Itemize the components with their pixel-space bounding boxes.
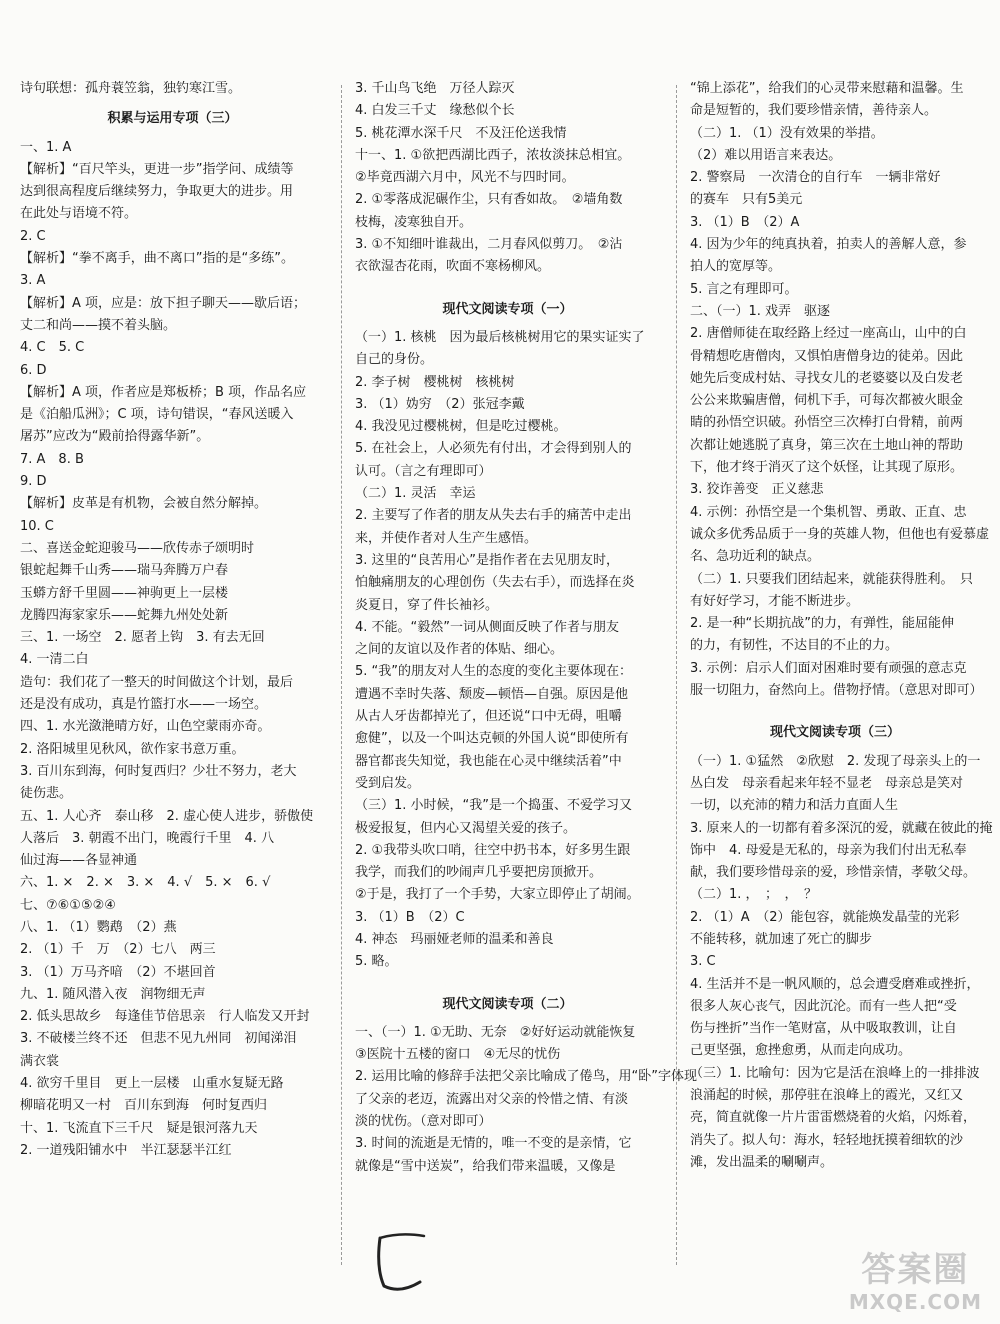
spacer	[355, 974, 660, 986]
answer-line: 枝梅，凌寒独自开。	[355, 214, 473, 230]
answer-line: 满衣裳	[20, 1053, 60, 1069]
answer-line: 滩，发出温柔的唰唰声。	[690, 1154, 834, 1170]
answer-line: 衣欲湿杏花雨，吹面不寒杨柳风。	[355, 259, 551, 275]
answer-line: 2. ①零落成泥碾作尘，只有香如故。 ②墙角数	[355, 192, 623, 208]
answer-line: 自己的身份。	[355, 352, 434, 368]
answer-line: 4. 一清二白	[20, 652, 89, 668]
answer-line: 5. “我”的朋友对人生的态度的变化主要体现在：	[355, 664, 633, 680]
answer-line: 龙腾四海家家乐——蛇舞九州处处新	[20, 607, 229, 623]
answer-line: 诗句联想：孤舟蓑笠翁，独钓寒江雪。	[20, 81, 242, 96]
answer-line: 八、1. （1）鹦鹉 （2）燕	[20, 919, 177, 935]
answer-line: “锦上添花”，给我们的心灵带来慰藉和温馨。生	[690, 81, 964, 96]
answer-line: 遭遇不幸时失落、颓废—顿悟—自强。原因是他	[355, 686, 629, 702]
answer-line: 了父亲的老迈，流露出对父亲的怜惜之情、有淡	[355, 1091, 629, 1107]
answer-line: 2. 低头思故乡 每逢佳节倍思亲 行人临发又开封	[20, 1009, 310, 1025]
answer-line: 认可。（言之有理即可）	[355, 463, 492, 479]
answer-line: 4. 生活并不是一帆风顺的，总会遭受磨难或挫折，	[690, 976, 980, 992]
answer-line: 己更坚强，愈挫愈勇，从而走向成功。	[690, 1043, 912, 1059]
answer-line: 淡的忧伤。（意对即可）	[355, 1114, 492, 1130]
answer-line: （三）1. 小时候，“我”是一个捣蛋、不爱学习又	[355, 798, 633, 814]
answer-line: 器官都丧失知觉，我也能在心灵中继续活着”中	[355, 753, 622, 769]
answer-line: 柳暗花明又一村 百川东到海 何时复西归	[20, 1098, 268, 1114]
answer-line: 仙过海——各显神通	[20, 853, 138, 869]
answer-line: 3. （1）万马齐喑 （2）不堪回首	[20, 964, 216, 980]
answer-line: 七、⑦⑥①⑤②④	[20, 897, 116, 913]
section-heading: 积累与运用专项（三）	[107, 111, 238, 127]
watermark-text: 答案圈	[861, 1250, 970, 1290]
answer-line: （二）1. 灵活 幸运	[355, 486, 476, 502]
answer-line: 2. （1）千 万 （2）七八 两三	[20, 942, 216, 958]
answer-line: 五、1. 人心齐 泰山移 2. 虚心使人进步，骄傲使	[20, 808, 314, 824]
answer-line: 六、1. × 2. × 3. × 4. √ 5. × 6. √	[20, 875, 271, 891]
answer-line: 3. 原来人的一切都有着多深沉的爱，就藏在彼此的掩	[690, 820, 993, 836]
answer-line: 3. 狡诈善变 正义慈悲	[690, 482, 824, 498]
answer-line: （一）1. 核桃 因为最后核桃树用它的果实证实了	[355, 329, 645, 345]
answer-line: 九、1. 随风潜入夜 润物细无声	[20, 986, 206, 1002]
answer-line: 十一、1. ①欲把西湖比西子，浓妆淡抹总相宜。	[355, 147, 631, 163]
answer-line: 屠苏”应改为“殿前拾得露华新”。	[20, 429, 210, 445]
answer-line: 【解析】A 项，作者应是郑板桥；B 项，作品名应	[20, 384, 307, 400]
answer-line: 3. （1）妫穷 （2）张冠李戴	[355, 396, 525, 412]
page-number-mark	[370, 1228, 430, 1298]
answer-line: 十、1. 飞流直下三千尺 疑是银河落九天	[20, 1120, 258, 1136]
answer-line: 【解析】“拳不离手，曲不离口”指的是“多练”。	[20, 251, 294, 267]
column-divider	[676, 85, 677, 1265]
answer-line: 6. D	[20, 362, 47, 378]
answer-line: 人落后 3. 朝霞不出门，晚霞行千里 4. 八	[20, 830, 275, 846]
answer-line: （二）1. （1）没有效果的举措。	[690, 125, 884, 141]
answer-line: （2）难以用语言来表达。	[690, 147, 842, 163]
answer-line: 2. （1）A （2）能包容，就能焕发晶莹的光彩	[690, 909, 960, 925]
answer-line: 2. 运用比喻的修辞手法把父亲比喻成了倦鸟，用“卧”字体现	[355, 1069, 698, 1085]
answer-line: 2. 主要写了作者的朋友从失去右手的痛苦中走出	[355, 508, 632, 524]
answer-line: 3. C	[690, 954, 716, 970]
answer-line: 愈健”，以及一个叫达克顿的外国人说“即使所有	[355, 731, 629, 747]
answer-line: 5. 在社会上，人必须先有付出，才会得到别人的	[355, 441, 632, 457]
answer-line: 2. 警察局 一次清仓的自行车 一辆非常好	[690, 170, 941, 186]
answer-line: 徒伤悲。	[20, 786, 73, 802]
answer-line: 4. C 5. C	[20, 340, 85, 356]
answer-line: 名、急功近利的缺点。	[690, 549, 821, 565]
answer-line: 伤与挫折”当作一笔财富，从中吸取教训，让自	[690, 1021, 957, 1037]
answer-line: 4. 神态 玛丽娅老师的温柔和善良	[355, 931, 554, 947]
spacer	[690, 702, 980, 714]
answer-line: 4. 因为少年的纯真执着，拍卖人的善解人意，参	[690, 237, 967, 253]
spacer	[355, 279, 660, 291]
answer-line: 3. （1）B （2）C	[355, 909, 465, 925]
answer-line: 有好好学习，才能不断进步。	[690, 593, 860, 609]
answer-line: 从古人牙齿都掉光了，但还说“口中无碍，咀嚼	[355, 709, 622, 725]
answer-line: （三）1. 比喻句：因为它是活在浪峰上的一排排波	[690, 1065, 980, 1081]
answer-line: 一切，以充沛的精力和活力直面人生	[690, 798, 899, 814]
answer-line: 3. ①不知细叶谁裁出，二月春风似剪刀。 ②沾	[355, 237, 623, 253]
answer-line: 银蛇起舞千山秀——瑞马奔腾万户春	[20, 563, 229, 579]
answer-line: 【解析】A 项，应是：放下担子聊天——歇后语；	[20, 295, 307, 311]
answer-line: 2. 洛阳城里见秋风，欲作家书意万重。	[20, 741, 245, 757]
answer-line: 命是短暂的，我们要珍惜亲情，善待亲人。	[690, 103, 938, 119]
answer-line: 3. 这里的“良苦用心”是指作者在去见朋友时，	[355, 552, 620, 568]
answer-line: 来，并使作者对人生产生感悟。	[355, 530, 538, 546]
answer-line: 亮，简直就像一片片雷雷燃烧着的火焰，闪烁着，	[690, 1110, 977, 1126]
answer-line: 她先后变成村姑、寻找女儿的老婆婆以及白发老	[690, 370, 964, 386]
answer-line: 消失了。拟人句：海水，轻轻地抚摸着细软的沙	[690, 1132, 964, 1148]
answer-line: 一、（一）1. ①无助、无奈 ②好好运动就能恢复	[355, 1024, 636, 1040]
answer-line: 次都让她逃脱了真身，第三次在土地山神的帮助	[690, 437, 964, 453]
answer-line: 4. 示例：孙悟空是一个集机智、勇敢、正直、忠	[690, 504, 967, 520]
answer-line: 服一切阻力，奋然向上。借物抒情。（意思对即可）	[690, 683, 983, 699]
answer-line: 睛的孙悟空识破。孙悟空三次棒打白骨精，前两	[690, 415, 964, 431]
column-divider	[341, 85, 342, 1265]
answer-line: 受到启发。	[355, 775, 421, 791]
answer-line: 炎夏日，穿了件长袖衫。	[355, 597, 499, 613]
answer-line: 骨精想吃唐僧肉，又惧怕唐僧身边的徒弟。因此	[690, 348, 964, 364]
answer-line: 诚众多优秀品质于一身的英雄人物，但他也有爱慕虚	[690, 526, 990, 542]
answer-line: ②毕竟西湖六月中，风光不与四时同。	[355, 170, 575, 186]
answer-line: 3. 百川东到海，何时复西归？少壮不努力，老大	[20, 763, 297, 779]
answer-line: 4. 白发三千丈 缘愁似个长	[355, 103, 515, 119]
answer-line: 在此处与语境不符。	[20, 206, 138, 222]
answer-line: 浪涌起的时候，那停驻在浪峰上的霞光，又红又	[690, 1088, 964, 1104]
section-heading: 现代文阅读专项（一）	[442, 301, 573, 317]
answer-line: 怕触痛朋友的心理创伤（失去右手），而选择在炎	[355, 575, 635, 591]
section-heading: 现代文阅读专项（二）	[442, 996, 573, 1012]
answer-line: 4. 不能。“毅然”一词从侧面反映了作者与朋友	[355, 619, 620, 635]
answer-line: 就像是“雪中送炭”，给我们带来温暖，又像是	[355, 1158, 616, 1174]
answer-line: （二）1. 只要我们团结起来，就能获得胜利。 只	[690, 571, 974, 587]
answer-line: 3. 千山鸟飞绝 万径人踪灭	[355, 81, 515, 96]
answer-line: 【解析】皮革是有机物，会被自然分解掉。	[20, 496, 268, 512]
answer-line: 一、1. A	[20, 139, 72, 155]
answer-line: 2. C	[20, 228, 46, 244]
answer-line: 3. 示例：启示人们面对困难时要有顽强的意志克	[690, 660, 967, 676]
answer-line: 2. 一道残阳铺水中 半江瑟瑟半江红	[20, 1142, 232, 1158]
answer-column-right	[690, 78, 993, 1174]
answer-line: 四、1. 水光潋滟晴方好，山色空蒙雨亦奇。	[20, 719, 271, 735]
answer-line: 9. D	[20, 474, 47, 490]
answer-line: 的赛车 只有5美元	[690, 192, 803, 208]
answer-line: 造句：我们花了一整天的时间做这个计划，最后	[20, 674, 294, 690]
answer-line: 玉蟒方舒千里圆——神驹更上一层楼	[20, 585, 229, 601]
answer-line: 2. ①我带头吹口哨，往空中扔书本，好多男生跟	[355, 842, 631, 858]
answer-line: 7. A 8. B	[20, 451, 84, 467]
answer-line: 公公来欺骗唐僧，伺机下手，可每次都被火眼金	[690, 393, 964, 409]
answer-line: 之间的友谊以及作者的体贴、细心。	[355, 642, 564, 658]
answer-line: 3. （1）B （2）A	[690, 214, 800, 230]
answer-line: 5. 略。	[355, 954, 398, 970]
answer-line: （二）1. ， ； ， ？	[690, 887, 818, 903]
answer-line: 2. 唐僧师徒在取经路上经过一座高山，山中的白	[690, 326, 967, 342]
answer-line: 饰中 4. 母爱是无私的，母亲为我们付出无私奉	[690, 842, 967, 858]
answer-line: 的力，有韧性，不达目的不止的力。	[690, 638, 899, 654]
answer-line: 5. 桃花潭水深千尺 不及汪伦送我情	[355, 125, 567, 141]
answer-line: 拍人的宽厚等。	[690, 259, 782, 275]
answer-line: 还是没有成功，真是竹篮打水——一场空。	[20, 697, 268, 713]
answer-line: 4. 我没见过樱桃树，但是吃过樱桃。	[355, 419, 567, 435]
answer-line: 丛白发 母亲看起来年轻不显老 母亲总是笑对	[690, 775, 964, 791]
answer-line: 不能转移，就加速了死亡的脚步	[690, 931, 873, 947]
answer-line: （一）1. ①猛然 ②欣慰 2. 发现了母亲头上的一	[690, 753, 981, 769]
answer-line: 献，我们要珍惜母亲的爱，珍惜亲情，孝敬父母。	[690, 865, 977, 881]
answer-line: 丈二和尚——摸不着头脑。	[20, 317, 177, 333]
answer-line: 是《泊船瓜洲》；C 项，诗句错误，“春风送暖入	[20, 407, 294, 423]
answer-line: 4. 欲穷千里目 更上一层楼 山重水复疑无路	[20, 1076, 284, 1092]
section-heading: 现代文阅读专项（三）	[769, 725, 900, 741]
answer-line: 5. 言之有理即可。	[690, 281, 798, 297]
answer-line: 二、喜送金蛇迎骏马——欣传赤子颂明时	[20, 540, 255, 556]
answer-line: 3. A	[20, 273, 46, 289]
answer-line: 2. 李子树 樱桃树 核桃树	[355, 374, 515, 390]
answer-line: 三、1. 一场空 2. 愿者上钩 3. 有去无回	[20, 630, 265, 646]
answer-line: 很多人灰心丧气，因此沉沦。而有一些人把“受	[690, 998, 957, 1014]
answer-line: ③医院十五楼的窗口 ④无尽的忧伤	[355, 1047, 561, 1063]
answer-line: 10. C	[20, 518, 54, 534]
answer-line: 我学，而我们的吵闹声几乎要把房顶掀开。	[355, 865, 603, 881]
answer-line: ②于是，我打了一个手势，大家立即停止了胡闹。	[355, 887, 640, 903]
answer-column-left	[20, 78, 325, 1162]
answer-line: 3. 时间的流逝是无情的，唯一不变的是亲情，它	[355, 1136, 632, 1152]
answer-line: 【解析】“百尺竿头，更进一步”指学问、成绩等	[20, 161, 294, 177]
answer-line: 达到很高程度后继续努力，争取更大的进步。用	[20, 184, 294, 200]
answer-line: 2. 是一种“长期抗战”的力，有弹性，能屈能伸	[690, 616, 955, 632]
answer-line: 二、（一）1. 戏弄 驱逐	[690, 303, 831, 319]
watermark-logo	[849, 1250, 982, 1314]
answer-line: 极爱报复，但内心又渴望关爱的孩子。	[355, 820, 577, 836]
answer-line: 3. 不破楼兰终不还 但悲不见九州同 初闻涕泪	[20, 1031, 297, 1047]
answer-line: 下，他才终于消灭了这个妖怪，让其现了原形。	[690, 460, 964, 476]
watermark-url: MXQE.COM	[848, 1290, 982, 1314]
answer-column-middle	[355, 78, 698, 1178]
